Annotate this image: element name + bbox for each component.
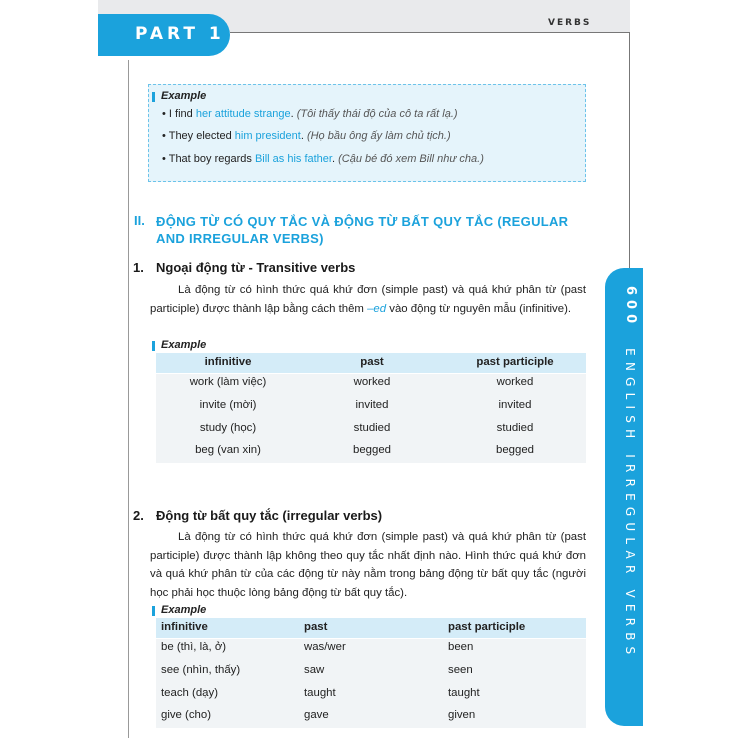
header-cell-past-participle: past participle <box>448 621 526 633</box>
table-cell: invited <box>498 399 532 411</box>
example-text: I find <box>168 108 196 120</box>
table-cell: beg (van xin) <box>195 444 261 456</box>
example-punct: . <box>290 108 297 120</box>
header-cell-infinitive: infinitive <box>204 356 252 368</box>
example-line-2: • They elected him president. (Họ bầu ông ấy làm chủ tịch.) <box>162 130 451 142</box>
example-line-3: • That boy regards Bill as his father. (Cậu bé đó xem Bill như cha.) <box>162 153 484 165</box>
table-cell: invite (mời) <box>199 399 257 411</box>
table-cell: give (cho) <box>161 709 212 721</box>
side-tab-label <box>608 286 638 706</box>
example-punct: . <box>331 153 339 165</box>
section-number: II. <box>134 213 145 228</box>
table-cell: study (học) <box>199 422 257 434</box>
table-cell: see (nhìn, thấy) <box>161 664 241 676</box>
table-cell: worked <box>353 376 391 388</box>
example-translation: (Cậu bé đó xem Bill như cha.) <box>338 153 484 165</box>
example-title: Example <box>161 90 207 102</box>
subsection-title: Ngoại động từ - Transitive verbs <box>156 260 356 275</box>
margin-rule <box>128 60 129 738</box>
header-rule-vertical <box>629 32 630 276</box>
example-marker <box>152 341 155 351</box>
table-cell: studied <box>496 422 534 434</box>
header-cell-past-participle: past participle <box>476 356 554 368</box>
example-translation: (Tôi thấy thái độ của cô ta rất lạ.) <box>296 108 458 120</box>
example-text: That boy regards <box>168 153 255 165</box>
example-text: They elected <box>168 130 235 142</box>
paragraph-text: vào động từ nguyên mẫu (infinitive). <box>386 302 572 315</box>
table-cell: work (làm việc) <box>189 376 267 388</box>
table-cell: been <box>448 641 474 653</box>
table-cell: taught <box>304 687 336 699</box>
paragraph: Là động từ có hình thức quá khứ đơn (simple past) và quá khứ phân từ (past participle) được thành lập không theo quy tắc nhất định nào. Hình thức quá khứ đơn và quá khứ phân từ của các động từ này nằm trong bảng động từ bất quy tắc (người học phải học thuộc lòng bảng động từ bất quy tắc). <box>150 531 586 599</box>
example-highlight: Bill as his father <box>254 153 332 165</box>
section-title: ĐỘNG TỪ CÓ QUY TẮC VÀ ĐỘNG TỪ BẤT QUY TẮC (REGULAR AND IRREGULAR VERBS) <box>156 214 569 246</box>
example-marker <box>152 606 155 616</box>
example-line-1: • I find her attitude strange. (Tôi thấy thái độ của cô ta rất lạ.) <box>162 108 458 120</box>
subsection-number: 1. <box>133 260 144 275</box>
example-label: Example <box>161 339 207 351</box>
example-highlight: him president <box>234 130 301 142</box>
table-cell: teach (dạy) <box>161 687 218 699</box>
side-tab-text: ENGLISH IRREGULAR VERBS <box>623 348 637 661</box>
section-tag: VERBS <box>548 18 592 28</box>
table-cell: given <box>448 709 476 721</box>
header-rule <box>230 32 630 33</box>
table-cell: studied <box>353 422 391 434</box>
paragraph-text: Là động từ có hình thức quá khứ đơn (simple past) và quá khứ phân từ (past participle) được thành lập bằng cách thêm <box>150 284 586 315</box>
table-cell: was/wer <box>304 641 346 653</box>
paragraph <box>150 281 586 318</box>
subsection-title: Động từ bất quy tắc (irregular verbs) <box>156 508 383 523</box>
example-translation: (Họ bầu ông ấy làm chủ tịch.) <box>306 130 451 142</box>
table-cell: be (thì, là, ở) <box>161 641 227 653</box>
example-punct: . <box>300 130 307 142</box>
example-highlight: her attitude strange <box>195 108 291 120</box>
table-cell: gave <box>304 709 329 721</box>
table-cell: saw <box>304 664 325 676</box>
table-cell: worked <box>496 376 534 388</box>
example-label: Example <box>161 604 207 616</box>
table-cell: seen <box>448 664 473 676</box>
table-cell: taught <box>448 687 480 699</box>
header-cell-past: past <box>304 621 328 633</box>
table-cell: begged <box>495 444 534 456</box>
subsection-number: 2. <box>133 508 144 523</box>
header-cell-infinitive: infinitive <box>161 621 208 633</box>
table-cell: invited <box>355 399 389 411</box>
part-label: PART 1 <box>135 24 225 44</box>
side-tab-number: 600 <box>623 286 638 329</box>
header-cell-past: past <box>360 356 384 368</box>
table-cell: begged <box>352 444 391 456</box>
suffix-ed: –ed <box>367 302 387 315</box>
example-marker <box>152 92 155 102</box>
